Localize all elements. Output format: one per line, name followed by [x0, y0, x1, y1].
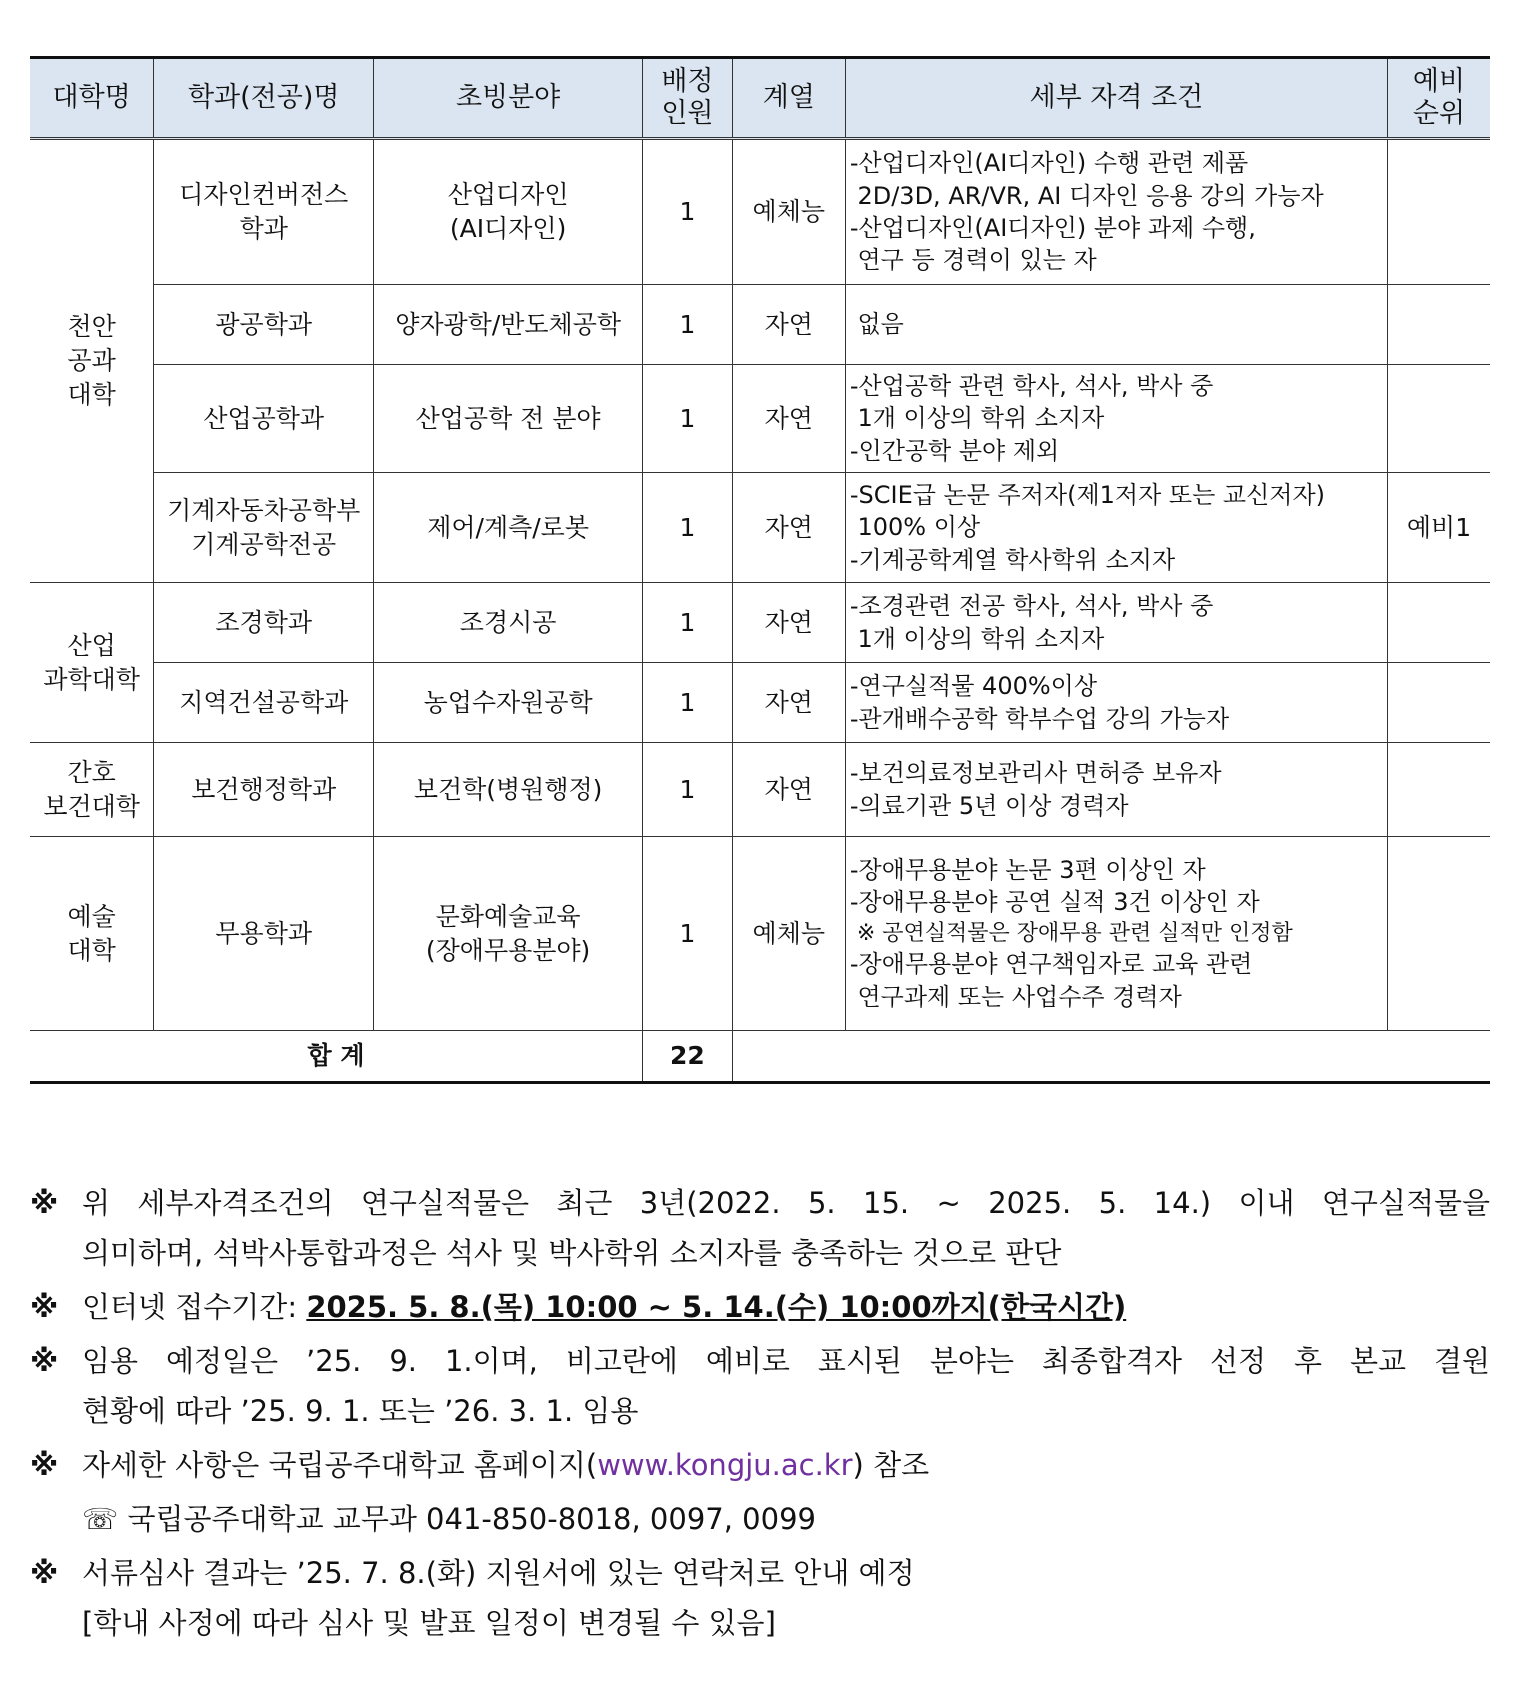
quota-cell: 1 — [643, 473, 733, 583]
reserve-cell — [1388, 285, 1491, 365]
field-cell: 산업공학 전 분야 — [374, 365, 643, 473]
note-mark: ※ — [30, 1186, 59, 1220]
total-row — [30, 1031, 1490, 1083]
note-screening-result: ※ 서류심사 결과는 ’25. 7. 8.(화) 지원서에 있는 연락처로 안내 예정 [학내 사정에 따라 심사 및 발표 일정이 변경될 수 있음] — [30, 1548, 1490, 1648]
college-cheonan-engineering: 천안 공과 대학 — [30, 139, 154, 583]
reserve-cell — [1388, 139, 1491, 285]
dept-cell: 산업공학과 — [154, 365, 374, 473]
field-cell: 제어/계측/로봇 — [374, 473, 643, 583]
header-conditions: 세부 자격 조건 — [845, 58, 1387, 139]
reserve-cell — [1388, 837, 1491, 1031]
conditions-cell: -장애무용분야 논문 3편 이상인 자 -장애무용분야 공연 실적 3건 이상인 자 ※ 공연실적물은 장애무용 관련 실적만 인정함 -장애무용분야 연구책임자로 교육 관련 연구과제 또는 사업수주 경력자 — [845, 837, 1387, 1031]
table-row — [30, 837, 1490, 1031]
reserve-cell — [1388, 365, 1491, 473]
conditions-cell: 없음 — [845, 285, 1387, 365]
conditions-cell: -조경관련 전공 학사, 석사, 박사 중 1개 이상의 학위 소지자 — [845, 583, 1387, 663]
notes-section — [30, 1178, 1490, 1652]
note-mark: ※ — [30, 1448, 59, 1482]
category-cell: 예체능 — [732, 837, 845, 1031]
quota-cell: 1 — [643, 365, 733, 473]
college-arts: 예술 대학 — [30, 837, 154, 1031]
header-category: 계열 — [732, 58, 845, 139]
field-cell: 산업디자인 (AI디자인) — [374, 139, 643, 285]
reserve-cell — [1388, 743, 1491, 837]
positions-table — [30, 56, 1490, 1084]
table-row — [30, 285, 1490, 365]
dept-cell: 무용학과 — [154, 837, 374, 1031]
header-quota: 배정 인원 — [643, 58, 733, 139]
category-cell: 자연 — [732, 365, 845, 473]
college-industrial-science: 산업 과학대학 — [30, 583, 154, 743]
note-reception-period: ※ 인터넷 접수기간: 2025. 5. 8.(목) 10:00 ~ 5. 14.(수) 10:00까지(한국시간) — [30, 1282, 1490, 1332]
field-cell: 문화예술교육 (장애무용분야) — [374, 837, 643, 1031]
quota-cell: 1 — [643, 743, 733, 837]
quota-cell: 1 — [643, 285, 733, 365]
table-row — [30, 583, 1490, 663]
header-field: 초빙분야 — [374, 58, 643, 139]
dept-cell: 지역건설공학과 — [154, 663, 374, 743]
category-cell: 예체능 — [732, 139, 845, 285]
total-blank — [732, 1031, 1490, 1083]
table-row — [30, 743, 1490, 837]
header-dept: 학과(전공)명 — [154, 58, 374, 139]
quota-cell: 1 — [643, 837, 733, 1031]
field-cell: 조경시공 — [374, 583, 643, 663]
table-row — [30, 139, 1490, 285]
reserve-cell — [1388, 663, 1491, 743]
note-appointment-date: ※ 임용 예정일은 ’25. 9. 1.이며, 비고란에 예비로 표시된 분야는 최종합격자 선정 후 본교 결원 현황에 따라 ’25. 9. 1. 또는 ’26. 3. 1. 임용 — [30, 1336, 1490, 1436]
quota-cell: 1 — [643, 663, 733, 743]
table-row — [30, 365, 1490, 473]
field-cell: 농업수자원공학 — [374, 663, 643, 743]
note-mark: ※ — [30, 1290, 59, 1324]
homepage-link[interactable]: www.kongju.ac.kr — [597, 1448, 853, 1482]
total-label: 합 계 — [30, 1031, 643, 1083]
category-cell: 자연 — [732, 663, 845, 743]
note-mark: ※ — [30, 1556, 59, 1590]
dept-cell: 보건행정학과 — [154, 743, 374, 837]
quota-cell: 1 — [643, 583, 733, 663]
reception-period: 2025. 5. 8.(목) 10:00 ~ 5. 14.(수) 10:00까지(한국시간) — [306, 1290, 1127, 1324]
field-cell: 양자광학/반도체공학 — [374, 285, 643, 365]
dept-cell: 기계자동차공학부 기계공학전공 — [154, 473, 374, 583]
conditions-cell: -보건의료정보관리사 면허증 보유자 -의료기관 5년 이상 경력자 — [845, 743, 1387, 837]
conditions-cell: -SCIE급 논문 주저자(제1저자 또는 교신저자) 100% 이상 -기계공학계열 학사학위 소지자 — [845, 473, 1387, 583]
conditions-cell: -연구실적물 400%이상 -관개배수공학 학부수업 강의 가능자 — [845, 663, 1387, 743]
quota-cell: 1 — [643, 139, 733, 285]
category-cell: 자연 — [732, 285, 845, 365]
category-cell: 자연 — [732, 473, 845, 583]
total-value: 22 — [643, 1031, 733, 1083]
conditions-cell: -산업공학 관련 학사, 석사, 박사 중 1개 이상의 학위 소지자 -인간공학 분야 제외 — [845, 365, 1387, 473]
note-mark: ※ — [30, 1344, 59, 1378]
category-cell: 자연 — [732, 583, 845, 663]
note-homepage: ※ 자세한 사항은 국립공주대학교 홈페이지(www.kongju.ac.kr) 참조 — [30, 1440, 1490, 1490]
conditions-cell: -산업디자인(AI디자인) 수행 관련 제품 2D/3D, AR/VR, AI 디자인 응용 강의 가능자 -산업디자인(AI디자인) 분야 과제 수행, 연구 등 경력이 있는 자 — [845, 139, 1387, 285]
dept-cell: 조경학과 — [154, 583, 374, 663]
table-header-row — [30, 58, 1490, 139]
contact-phone: ☏ 국립공주대학교 교무과 041-850-8018, 0097, 0099 — [82, 1502, 816, 1536]
college-nursing-health: 간호 보건대학 — [30, 743, 154, 837]
note-research-period: ※ 위 세부자격조건의 연구실적물은 최근 3년(2022. 5. 15. ~ 2025. 5. 14.) 이내 연구실적물을 의미하며, 석박사통합과정은 석사 및 박사학위 소지자를 충족하는 것으로 판단 — [30, 1178, 1490, 1278]
table-row — [30, 663, 1490, 743]
reserve-cell: 예비1 — [1388, 473, 1491, 583]
header-univ: 대학명 — [30, 58, 154, 139]
header-reserve: 예비 순위 — [1388, 58, 1491, 139]
table-row — [30, 473, 1490, 583]
reserve-cell — [1388, 583, 1491, 663]
category-cell: 자연 — [732, 743, 845, 837]
field-cell: 보건학(병원행정) — [374, 743, 643, 837]
dept-cell: 디자인컨버전스 학과 — [154, 139, 374, 285]
dept-cell: 광공학과 — [154, 285, 374, 365]
